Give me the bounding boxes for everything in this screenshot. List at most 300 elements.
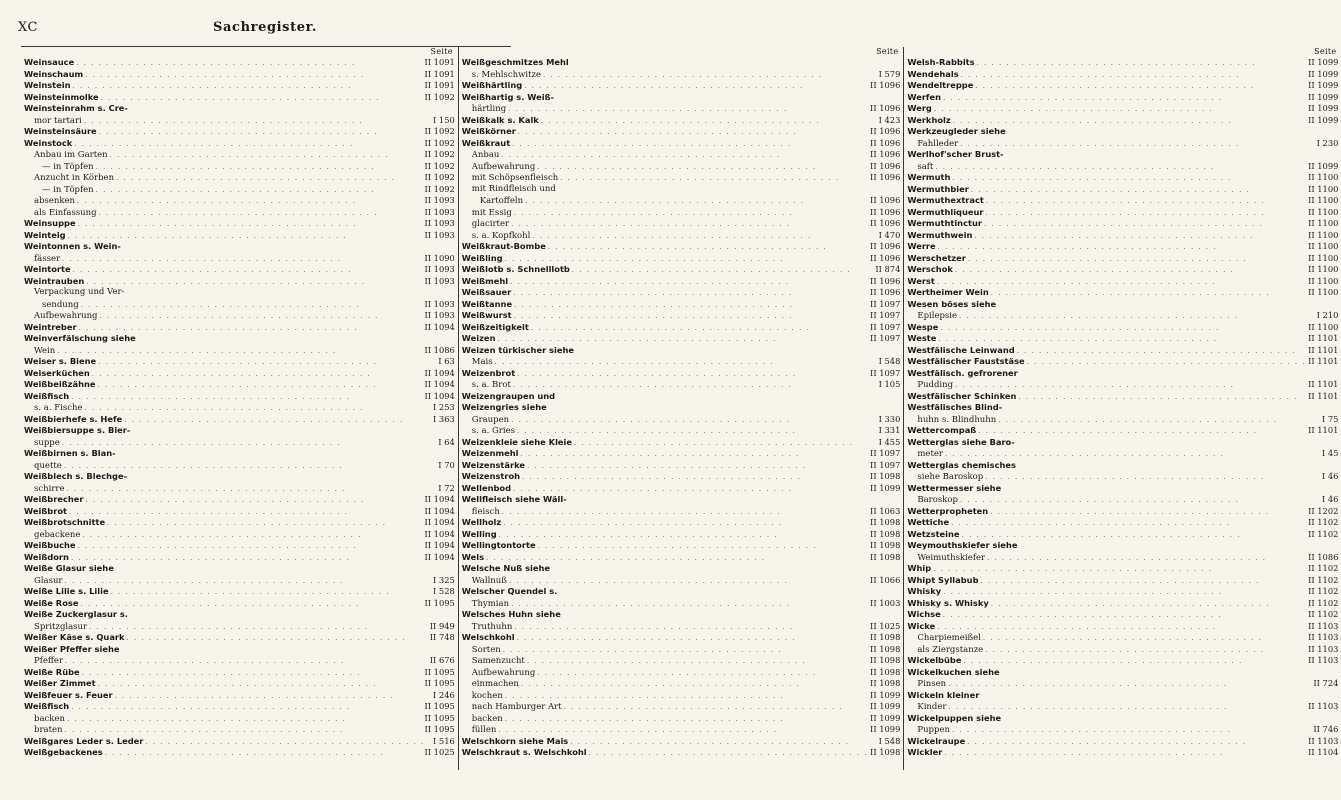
dot-leader: [941, 93, 1308, 105]
index-entry: [907, 724, 1338, 736]
entry-term: Wicke: [907, 620, 936, 631]
entry-page-ref: II 1094: [424, 494, 455, 504]
entry-term: Aufbewahrung: [471, 161, 536, 172]
index-entry: [907, 667, 1338, 679]
dot-leader: [501, 645, 870, 657]
index-entry: [24, 149, 455, 161]
entry-page-ref: I 548: [878, 735, 901, 746]
entry-term: Wespe: [907, 321, 939, 332]
entry-page-ref: I 70: [438, 459, 455, 470]
entry-term: Weimuthskiefer: [917, 552, 986, 563]
entry-term: Weißer Zimmet: [24, 678, 96, 688]
index-entry: [907, 575, 1338, 587]
entry-term: Epilepsie: [917, 311, 958, 321]
index-entry: [907, 632, 1338, 644]
entry-page-ref: II 949: [429, 620, 455, 631]
entry-page-ref: II 1099: [870, 701, 901, 711]
entry-term: Weinsteinrahm s. Cre-: [24, 103, 128, 113]
index-entry: [907, 57, 1338, 69]
dot-leader: [984, 196, 1308, 208]
index-entry: [462, 103, 901, 115]
entry-page-ref: II 1102: [1308, 597, 1339, 608]
entry-term: Wendehals: [907, 68, 959, 79]
dot-leader: [510, 139, 870, 151]
index-entry: [24, 138, 455, 150]
index-entry: [24, 586, 455, 598]
entry-term: suppe: [34, 437, 60, 448]
entry-page-ref: II 1098: [870, 517, 901, 527]
entry-page-ref: II 1092: [424, 172, 455, 182]
index-entry: [462, 218, 901, 230]
entry-term: gebackene: [34, 529, 81, 540]
dot-leader: [84, 277, 424, 289]
entry-page-ref: II 1101: [1308, 356, 1339, 366]
dot-leader: [936, 242, 1308, 254]
dot-leader: [80, 668, 425, 680]
entry-term: Weißbirnen s. Blan-: [24, 448, 116, 458]
entry-page-ref: II 1099: [870, 712, 901, 723]
entry-term: Weißzeitigkeit: [461, 321, 529, 332]
index-entry: [462, 678, 901, 690]
dot-leader: [530, 231, 872, 243]
entry-page-ref: II 1091: [424, 68, 455, 79]
entry-term: Fahlleder: [917, 138, 959, 149]
entry-term: härtling: [471, 104, 507, 114]
entry-term: Weißbrotschnitte: [24, 517, 106, 527]
dot-leader: [1015, 346, 1308, 358]
entry-term: Weißbrot: [24, 505, 67, 516]
dot-leader: [979, 576, 1309, 588]
entry-term: Westfälischer Schinken: [907, 390, 1017, 401]
dot-leader: [949, 518, 1308, 530]
entry-term: Weiserküchen: [24, 367, 90, 378]
entry-term: Thymian: [471, 598, 510, 609]
entry-term: Wermuth: [907, 172, 951, 182]
entry-term: Glasur: [34, 575, 63, 586]
dot-leader: [96, 679, 425, 691]
index-entry: [462, 161, 901, 173]
index-entry: [24, 92, 455, 104]
entry-page-ref: II 1093: [424, 298, 455, 309]
entry-term: füllen: [471, 725, 497, 735]
entry-term: Anbau im Garten: [34, 150, 108, 160]
entry-term: Wickler: [907, 747, 943, 757]
dot-leader: [87, 622, 427, 634]
index-entry: [907, 621, 1338, 633]
entry-page-ref: II 1066: [870, 574, 901, 585]
dot-leader: [935, 622, 1308, 634]
entry-term: Werschetzer: [907, 252, 966, 263]
entry-page-ref: II 1100: [1308, 275, 1339, 286]
entry-page-ref: II 1096: [870, 206, 901, 217]
entry-term: s. Mehlschwitze: [471, 69, 541, 80]
dot-leader: [983, 472, 1310, 484]
dot-leader: [97, 208, 425, 220]
index-entry: [462, 621, 901, 633]
entry-page-ref: II 1096: [870, 172, 901, 182]
dot-leader: [941, 610, 1308, 622]
index-entry: [907, 586, 1338, 598]
entry-term: Weiße Rübe: [24, 666, 80, 677]
entry-page-ref: I 210: [1316, 310, 1339, 320]
index-entry: [462, 276, 901, 288]
entry-term: Weizenstärke: [461, 459, 525, 470]
entry-page-ref: II 1100: [1308, 206, 1339, 217]
entry-page-ref: II 1091: [424, 57, 455, 67]
entry-page-ref: II 1086: [424, 344, 455, 355]
entry-term: Weißhärtling: [461, 80, 523, 90]
entry-term: Mais: [471, 357, 493, 367]
index-entry: [907, 92, 1338, 104]
index-entry: [907, 552, 1338, 564]
entry-page-ref: II 1202: [1308, 505, 1339, 516]
index-entry: [462, 667, 901, 679]
dot-leader: [520, 472, 870, 484]
entry-term: Weinsteinsäure: [24, 126, 97, 136]
entry-term: Wettermesser siehe: [907, 482, 1002, 493]
dot-leader: [932, 104, 1308, 116]
index-entry: [907, 264, 1338, 276]
entry-term: saft: [917, 161, 934, 172]
index-entry: [907, 448, 1338, 460]
dot-leader: [105, 518, 424, 530]
index-entry: [907, 471, 1338, 483]
index-entry: [462, 92, 901, 104]
entry-term: Aufbewahrung: [471, 667, 536, 678]
entry-term: Weizenbrot: [461, 367, 516, 378]
entry-term: Wellfleisch siehe Wäll-: [461, 494, 567, 504]
entry-page-ref: II 1096: [870, 126, 901, 136]
index-entry: [24, 69, 455, 81]
index-entry: [907, 391, 1338, 403]
index-entry: [24, 126, 455, 138]
entry-page-ref: II 1100: [1308, 195, 1339, 205]
index-entry: [462, 563, 901, 575]
entry-term: mit Essig: [471, 207, 512, 218]
entry-term: Weißdorn: [24, 551, 69, 562]
dot-leader: [76, 219, 425, 231]
entry-term: als Ziergstanze: [917, 644, 984, 655]
dot-leader: [67, 507, 424, 519]
entry-term: Wels: [461, 551, 485, 562]
dot-leader: [950, 173, 1308, 185]
entry-term: Wermuthextract: [907, 195, 984, 205]
index-entry: [462, 494, 901, 506]
dot-leader: [535, 162, 870, 174]
entry-term: schirre: [34, 483, 65, 494]
index-entry: [462, 448, 901, 460]
entry-term: — in Töpfen: [42, 184, 94, 195]
index-entry: [462, 736, 901, 748]
dot-leader: [71, 81, 425, 93]
entry-page-ref: II 1104: [1308, 747, 1339, 757]
index-entry: [24, 517, 455, 529]
index-entry: [907, 276, 1338, 288]
entry-page-ref: II 1098: [870, 471, 901, 481]
entry-page-ref: I 363: [433, 413, 455, 424]
entry-term: backen: [471, 713, 503, 724]
entry-term: Weißling: [461, 252, 503, 263]
dot-leader: [957, 311, 1310, 323]
index-entry: [907, 161, 1338, 173]
entry-term: Weißbrecher: [24, 494, 84, 504]
entry-term: Samenzucht: [471, 656, 525, 666]
index-entry: [24, 736, 455, 748]
entry-page-ref: II 1025: [424, 747, 455, 757]
index-entry: [907, 149, 1338, 161]
entry-page-ref: II 1103: [1308, 643, 1339, 654]
entry-page-ref: I 63: [438, 356, 455, 366]
index-entry: [907, 529, 1338, 541]
index-entry: [24, 253, 455, 265]
index-entry: [462, 460, 901, 472]
index-entry: [907, 425, 1338, 437]
entry-term: Weißgebackenes: [24, 747, 103, 757]
dot-leader: [525, 656, 870, 668]
index-entry: [24, 287, 455, 299]
entry-term: braten: [34, 725, 63, 735]
entry-term: Weinverfälschung siehe: [24, 333, 136, 343]
entry-page-ref: I 528: [433, 586, 455, 596]
entry-page-ref: II 1096: [870, 195, 901, 205]
dot-leader: [96, 357, 427, 369]
entry-page-ref: II 1100: [1308, 218, 1339, 228]
index-entry: [24, 713, 455, 725]
dot-leader: [972, 231, 1308, 243]
index-entry: [907, 195, 1338, 207]
dot-leader: [64, 484, 426, 496]
index-entry: [24, 437, 455, 449]
entry-term: siehe Baroskop: [917, 472, 984, 482]
entry-page-ref: II 1096: [870, 149, 901, 159]
dot-leader: [507, 576, 870, 588]
entry-term: Verpackung und Ver-: [34, 287, 125, 297]
entry-term: — in Töpfen: [42, 161, 94, 172]
index-entry: [907, 241, 1338, 253]
dot-leader: [94, 162, 425, 174]
index-entry: [24, 483, 455, 495]
dot-leader: [587, 748, 870, 760]
entry-term: nach Hamburger Art: [471, 702, 562, 712]
index-entry: [24, 471, 455, 483]
entry-page-ref: II 1094: [424, 505, 455, 516]
dot-leader: [74, 58, 424, 70]
index-entry: [24, 368, 455, 380]
entry-term: Wickeln kleiner: [907, 689, 980, 700]
entry-page-ref: II 1098: [870, 551, 901, 562]
entry-page-ref: II 1094: [424, 517, 455, 527]
index-entry: [907, 368, 1338, 380]
entry-page-ref: II 1096: [870, 287, 901, 297]
index-entry: [907, 506, 1338, 518]
entry-term: Werre: [907, 241, 936, 251]
entry-term: Weißgeschmitzes Mehl: [461, 57, 569, 67]
entry-term: Wickelbübe: [907, 655, 962, 665]
entry-page-ref: II 1092: [424, 91, 455, 102]
entry-term: Pfeffer: [34, 656, 64, 666]
entry-page-ref: II 1098: [870, 540, 901, 550]
entry-term: Whisky: [907, 586, 942, 596]
entry-term: glacirter: [471, 219, 510, 229]
index-entry: [24, 460, 455, 472]
index-entry: [462, 586, 901, 598]
entry-page-ref: II 1101: [1308, 425, 1339, 435]
index-entry: [24, 115, 455, 127]
index-entry: [24, 425, 455, 437]
index-entry: [24, 391, 455, 403]
dot-leader: [1025, 357, 1308, 369]
entry-page-ref: II 1097: [870, 310, 901, 320]
entry-page-ref: II 1099: [870, 689, 901, 700]
dot-leader: [75, 196, 424, 208]
entry-page-ref: II 1093: [424, 264, 455, 274]
dot-leader: [938, 323, 1308, 335]
entry-term: Werg: [907, 103, 932, 113]
index-entry: [907, 598, 1338, 610]
index-column-1: [21, 47, 458, 770]
index-entry: [907, 414, 1338, 426]
entry-term: Weißkraut: [461, 137, 511, 148]
index-entry: [24, 241, 455, 253]
index-entry: [462, 287, 901, 299]
dot-leader: [60, 254, 424, 266]
entry-page-ref: II 1099: [1308, 114, 1339, 125]
entry-term: Werkholz: [907, 114, 951, 125]
index-entry: [24, 264, 455, 276]
dot-leader: [568, 737, 872, 749]
entry-term: Welsh-Rabbits: [907, 57, 975, 67]
entry-term: Weintrauben: [24, 275, 85, 286]
dot-leader: [516, 127, 870, 139]
page-header: [18, 20, 512, 42]
index-entry: [24, 494, 455, 506]
index-entry: [907, 80, 1338, 92]
index-entry: [907, 184, 1338, 196]
entry-page-ref: II 1102: [1308, 586, 1339, 596]
dot-leader: [109, 587, 427, 599]
entry-page-ref: II 1094: [424, 321, 455, 332]
index-entry: [462, 322, 901, 334]
index-entry: [462, 644, 901, 656]
dot-leader: [122, 415, 427, 427]
entry-page-ref: I 246: [433, 689, 455, 700]
entry-term: Weinstock: [24, 137, 73, 148]
entry-term: Weintonnen s. Wein-: [24, 241, 121, 251]
entry-term: Wickelkuchen siehe: [907, 666, 1000, 677]
index-entry: [24, 103, 455, 115]
index-entry: [462, 356, 901, 368]
entry-page-ref: I 470: [878, 229, 901, 240]
dot-leader: [509, 415, 872, 427]
dot-leader: [503, 691, 870, 703]
index-entry: [24, 402, 455, 414]
entry-term: sendung: [42, 299, 79, 310]
dot-leader: [72, 139, 424, 151]
entry-page-ref: I 46: [1321, 471, 1339, 481]
index-entry: [24, 552, 455, 564]
entry-term: Weiser s. Biene: [24, 356, 97, 366]
dot-leader: [55, 346, 424, 358]
entry-term: Whisky s. Whisky: [907, 597, 989, 608]
index-entry: [907, 540, 1338, 552]
dot-leader: [71, 265, 425, 277]
index-entry: [462, 529, 901, 541]
index-entry: [907, 299, 1338, 311]
entry-page-ref: II 1098: [870, 747, 901, 757]
dot-leader: [509, 599, 870, 611]
dot-leader: [80, 530, 424, 542]
entry-term: Wein: [34, 345, 56, 356]
entry-term: Weißtanne: [461, 298, 513, 309]
entry-term: Wertheimer Wein: [907, 287, 989, 297]
dot-leader: [79, 300, 425, 312]
dot-leader: [522, 81, 870, 93]
entry-term: mit Rindfleisch und: [471, 183, 556, 194]
entry-term: Wermuthtinctur: [907, 218, 982, 228]
index-entry: [24, 724, 455, 736]
entry-term: Werkzeugleder siehe: [907, 126, 1006, 136]
column-heading: Seite: [430, 47, 453, 56]
index-entry: [462, 425, 901, 437]
dot-leader: [512, 208, 870, 220]
index-entry: [462, 598, 901, 610]
index-entry: [907, 701, 1338, 713]
entry-term: Weißer Käse s. Quark: [24, 632, 125, 642]
index-entry: [462, 184, 901, 196]
entry-term: Graupen: [471, 414, 510, 425]
entry-term: Anzucht in Körben: [34, 173, 115, 183]
entry-term: Weiße Zuckerglasur s.: [24, 609, 128, 619]
entry-page-ref: II 1096: [870, 137, 901, 148]
index-column-2: [458, 47, 904, 770]
dot-leader: [82, 116, 427, 128]
index-entry: [462, 345, 901, 357]
entry-term: Kartoffeln: [479, 196, 524, 206]
entry-page-ref: I 548: [878, 356, 901, 366]
dot-leader: [512, 300, 870, 312]
index-entry: [462, 57, 901, 69]
entry-page-ref: II 1063: [870, 505, 901, 516]
entry-page-ref: II 1098: [870, 528, 901, 539]
index-entry: [907, 115, 1338, 127]
dot-leader: [1016, 392, 1308, 404]
dot-leader: [572, 438, 872, 450]
entry-term: s. a. Kopfkohl: [471, 230, 531, 241]
entry-term: Whipt Syllabub: [907, 574, 979, 585]
entry-page-ref: II 1095: [424, 712, 455, 723]
entry-page-ref: II 748: [429, 632, 455, 642]
entry-term: Wichse: [907, 609, 941, 619]
column-heading: Seite: [876, 47, 899, 56]
entry-page-ref: II 1100: [1308, 287, 1339, 297]
index-entry: [462, 264, 901, 276]
dot-leader: [996, 415, 1310, 427]
index-entry: [24, 57, 455, 69]
entry-term: Weißkörner: [461, 126, 516, 136]
dot-leader: [511, 288, 870, 300]
index-entry: [907, 218, 1338, 230]
dot-leader: [570, 265, 872, 277]
entry-term: Weißwurst: [461, 310, 512, 320]
entry-page-ref: II 1096: [870, 241, 901, 251]
index-entry: [907, 253, 1338, 265]
entry-term: Werfen: [907, 91, 942, 102]
entry-term: Weißgares Leder s. Leder: [24, 735, 144, 746]
entry-page-ref: II 1098: [870, 632, 901, 642]
entry-term: mit Schöpsenfleisch: [471, 173, 559, 183]
entry-term: Truthuhn: [471, 621, 513, 632]
dot-leader: [969, 185, 1308, 197]
